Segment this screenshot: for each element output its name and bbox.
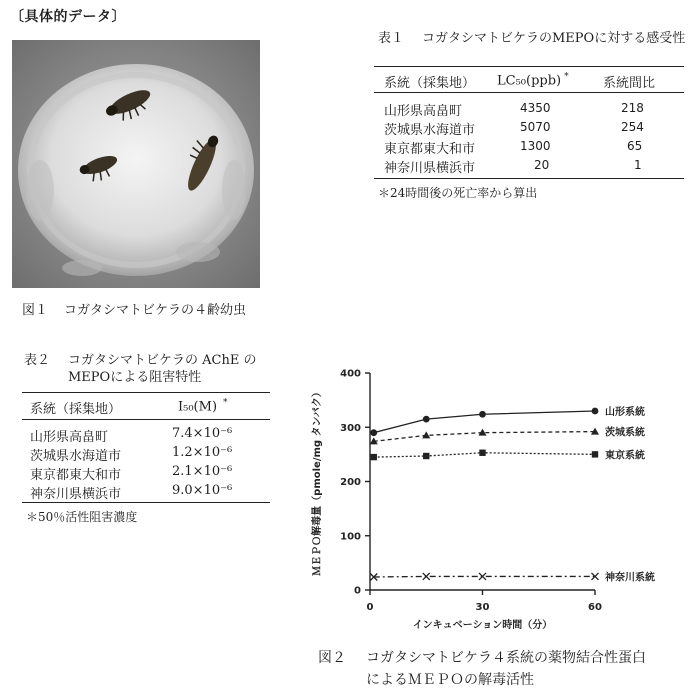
table2-row3-strain: 東京都東大和市 bbox=[30, 468, 122, 483]
table2-number: 表２ bbox=[24, 353, 51, 368]
series-3-point-3 bbox=[592, 573, 599, 580]
table2-caption bbox=[24, 352, 304, 388]
series-0-point-3 bbox=[592, 408, 599, 415]
table1-row1-ratio: 218 bbox=[621, 101, 644, 115]
table1-row2-strain: 茨城県水海道市 bbox=[384, 123, 476, 138]
series-label-1: 茨城系統 bbox=[605, 427, 645, 439]
series-0-point-2 bbox=[479, 411, 486, 418]
table2-row2-strain: 茨城県水海道市 bbox=[30, 449, 122, 464]
table1-row3-lc50: 1300 bbox=[520, 139, 551, 153]
table1-header-lc50 bbox=[497, 72, 569, 88]
series-2-point-2 bbox=[479, 450, 485, 456]
series-label-2: 東京系統 bbox=[605, 450, 645, 462]
series-3-point-1 bbox=[423, 573, 430, 580]
table2-note: ＊50％活性阻害濃度 bbox=[26, 510, 138, 524]
table2-row3-i50: 2.1×10⁻⁶ bbox=[172, 464, 233, 479]
series-2-point-1 bbox=[423, 453, 429, 459]
series-2-point-0 bbox=[371, 454, 377, 460]
table1-row3-ratio: 65 bbox=[627, 139, 643, 153]
y-tick-label-3: 300 bbox=[340, 422, 361, 434]
table2-header-i50 bbox=[178, 398, 228, 414]
larvae-photo bbox=[12, 40, 260, 288]
table2-header-rule bbox=[22, 419, 270, 420]
series-label-3: 神奈川系統 bbox=[605, 572, 655, 584]
series-line-3 bbox=[374, 576, 595, 577]
table2-row1-i50: 7.4×10⁻⁶ bbox=[172, 426, 233, 441]
table1-row4-ratio: 1 bbox=[634, 158, 642, 172]
table1-caption bbox=[378, 30, 698, 66]
figure2-caption-text1: コガタシマトビケラ４系統の薬物結合性蛋白 bbox=[366, 650, 646, 666]
table1-note: ＊24時間後の死亡率から算出 bbox=[378, 186, 538, 200]
figure1-number: 図１ bbox=[22, 303, 49, 318]
figure2-caption-line2: によるＭＥＰＯの解毒活性 bbox=[366, 672, 534, 688]
y-tick-label-1: 100 bbox=[340, 531, 361, 543]
x-tick-label-0: 0 bbox=[366, 602, 374, 613]
series-0-point-1 bbox=[423, 416, 430, 423]
table1-row3-strain: 東京都東大和市 bbox=[384, 142, 476, 157]
table2-top-rule bbox=[22, 392, 270, 393]
figure1-caption bbox=[22, 301, 246, 320]
table1-top-rule bbox=[374, 66, 684, 67]
table2-header-strain: 系統（採集地） bbox=[30, 402, 122, 417]
table1-bottom-rule bbox=[374, 178, 684, 179]
x-tick-label-2: 60 bbox=[588, 602, 602, 613]
series-3-point-2 bbox=[479, 573, 486, 580]
detox-chart-svg bbox=[300, 360, 700, 630]
table1-row4-lc50: 20 bbox=[534, 158, 550, 172]
table1-row4-strain: 神奈川県横浜市 bbox=[384, 161, 476, 176]
series-label-0: 山形系統 bbox=[605, 406, 645, 418]
table1-header-ratio: 系統間比 bbox=[603, 76, 656, 91]
table2-row2-i50: 1.2×10⁻⁶ bbox=[172, 445, 233, 460]
table2-caption-text: コガタシマトビケラの AChE の MEPOによる阻害特性 bbox=[68, 353, 257, 385]
chart-axes bbox=[370, 373, 595, 590]
table1-row1-strain: 山形県高畠町 bbox=[384, 104, 463, 119]
figure2-caption-line1 bbox=[318, 647, 698, 669]
section-heading: 〔具体的データ〕 bbox=[10, 9, 126, 25]
figure2-number: 図２ bbox=[318, 650, 346, 666]
x-tick-label-1: 30 bbox=[475, 602, 490, 613]
table1-number: 表１ bbox=[378, 31, 405, 46]
detox-chart bbox=[300, 360, 700, 630]
table1-row1-lc50: 4350 bbox=[520, 101, 551, 115]
table1-caption-text: コガタシマトビケラのMEPOに対する感受性 bbox=[422, 31, 686, 46]
series-1-point-1 bbox=[422, 431, 430, 438]
table2-bottom-rule bbox=[22, 502, 270, 503]
table2-row4-i50: 9.0×10⁻⁶ bbox=[172, 483, 233, 498]
y-axis-label: ＭＥＰＯ解毒量（pmole/mg タンパク） bbox=[312, 387, 323, 576]
table1-row2-lc50: 5070 bbox=[520, 120, 551, 134]
table1-row2-ratio: 254 bbox=[621, 120, 644, 134]
x-axis-label: インキュベーション時間（分） bbox=[412, 620, 553, 630]
y-tick-label-0: 0 bbox=[354, 585, 361, 597]
table1-header-asterisk: * bbox=[564, 72, 569, 82]
series-2-point-3 bbox=[592, 451, 598, 457]
y-tick-label-4: 400 bbox=[340, 368, 361, 380]
y-tick-label-2: 200 bbox=[340, 477, 361, 488]
series-0-point-0 bbox=[370, 429, 377, 436]
table2-header-asterisk: * bbox=[223, 398, 228, 408]
figure2-caption bbox=[318, 647, 698, 691]
table2-header-i50-text: I₅₀(M) bbox=[178, 399, 218, 415]
table1-header-strain: 系統（採集地） bbox=[384, 76, 476, 91]
figure1-caption-text: コガタシマトビケラの４齢幼虫 bbox=[64, 303, 247, 318]
table1-header-rule bbox=[374, 92, 684, 93]
table2-row1-strain: 山形県高畠町 bbox=[30, 430, 109, 445]
larvae-photo-image bbox=[12, 40, 260, 288]
table2-row4-strain: 神奈川県横浜市 bbox=[30, 487, 122, 502]
table1-header-lc50-text: LC₅₀(ppb) bbox=[497, 73, 562, 89]
